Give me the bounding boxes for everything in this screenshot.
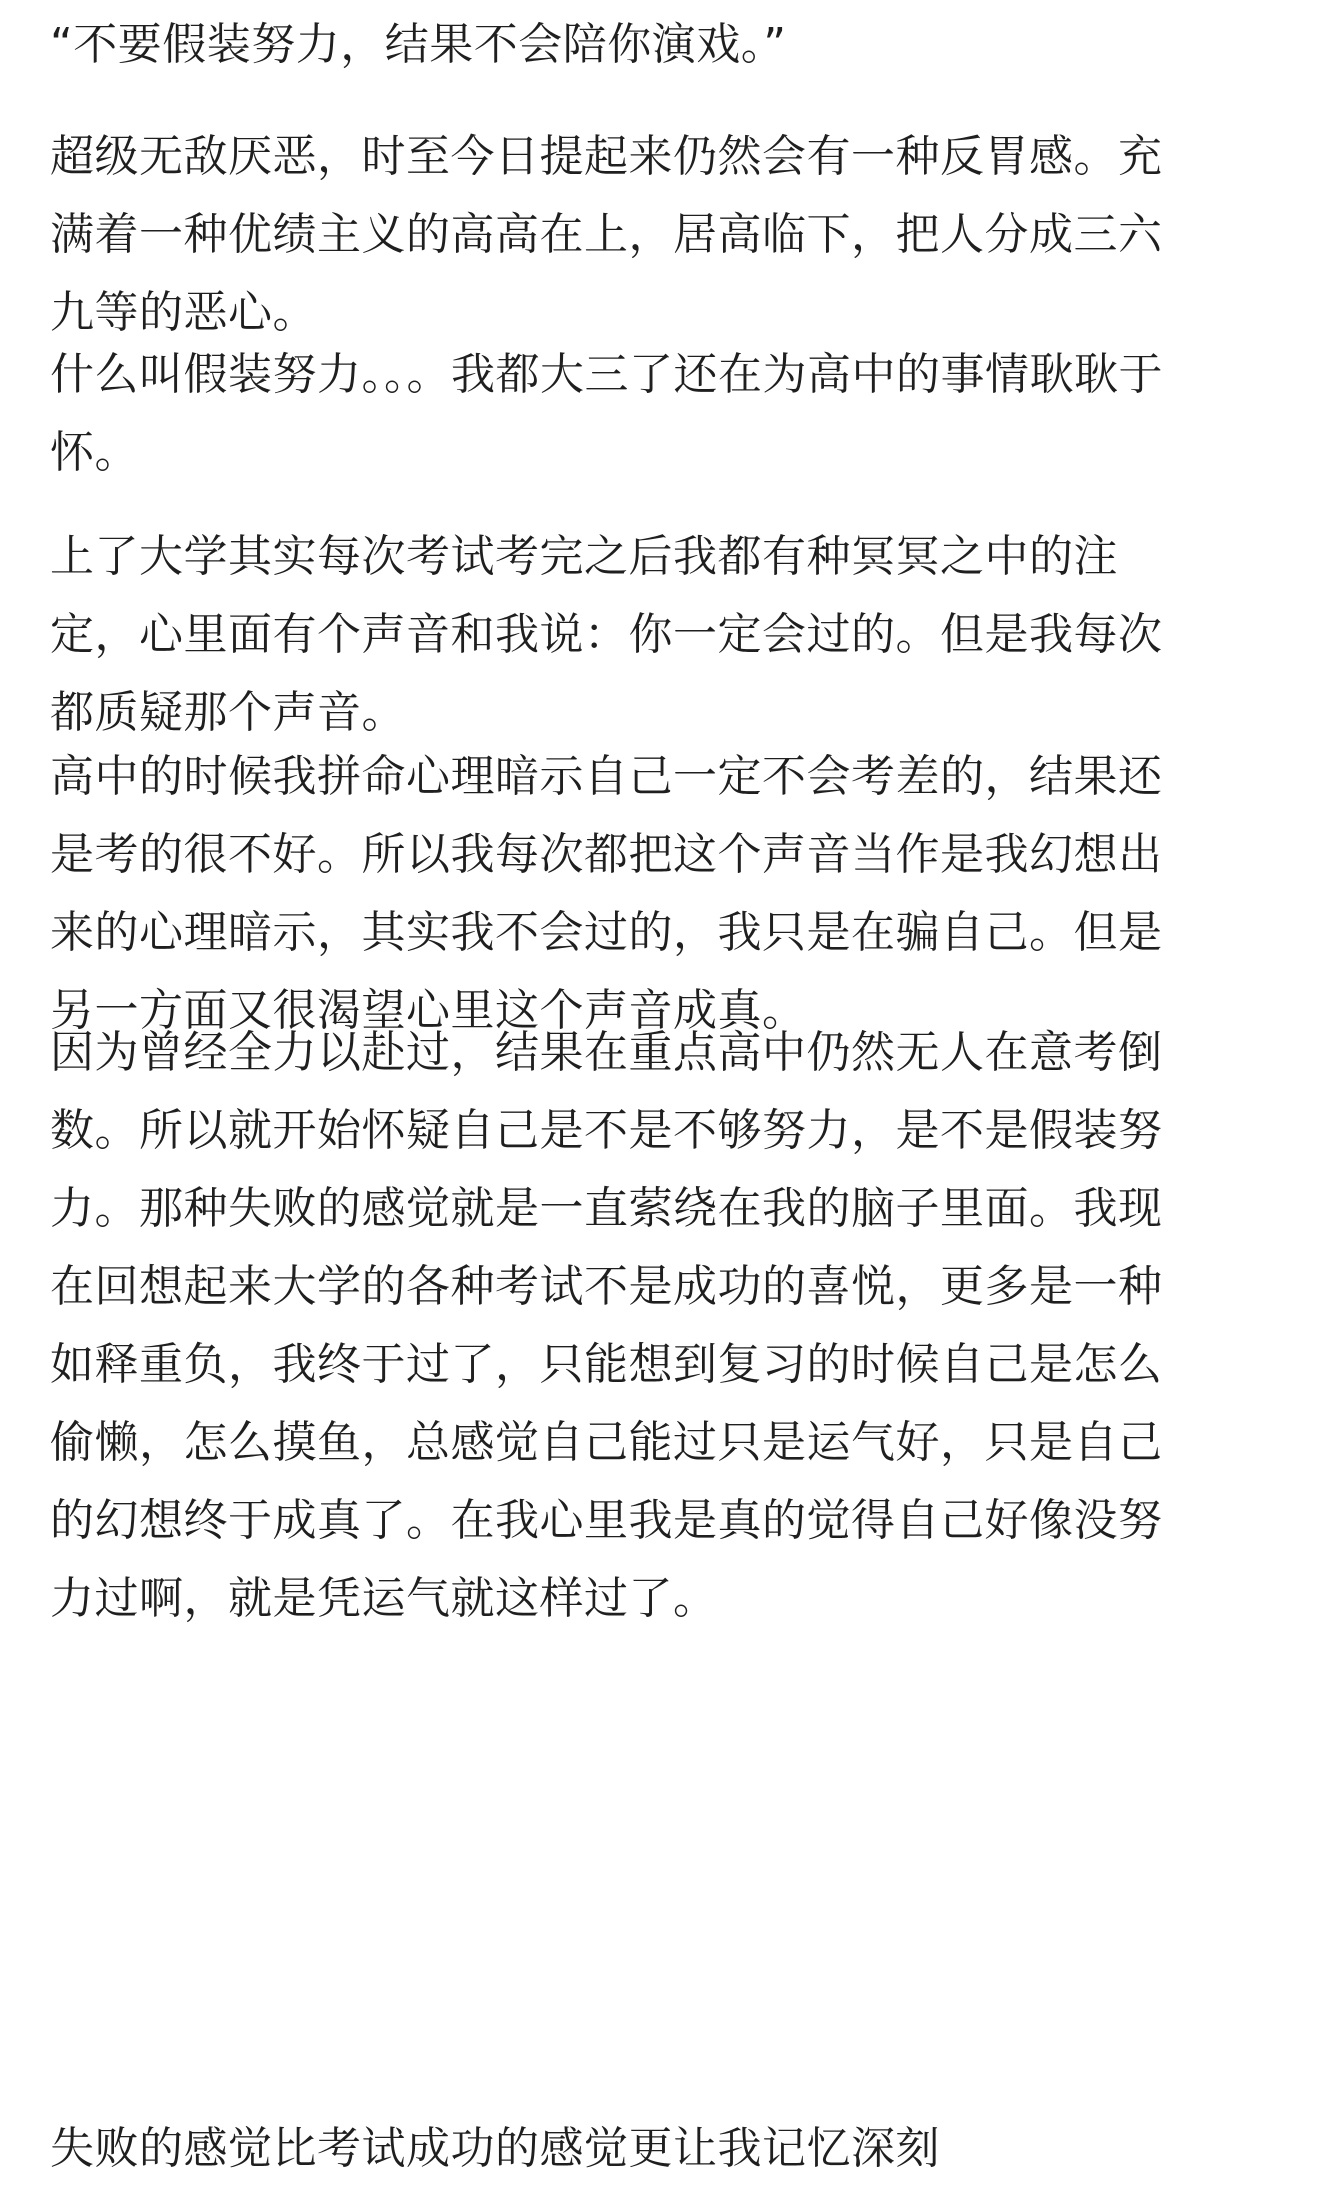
text-line: 的幻想终于成真了。在我心里我是真的觉得自己好像没努 xyxy=(50,1495,1163,1546)
text-line: 都质疑那个声音。 xyxy=(50,687,406,738)
text-line: 怀。 xyxy=(50,427,139,478)
text-line: 如释重负，我终于过了，只能想到复习的时候自己是怎么 xyxy=(50,1339,1163,1390)
text-line: 数。所以就开始怀疑自己是不是不够努力，是不是假装努 xyxy=(50,1105,1163,1156)
text-line: “不要假装努力，结果不会陪你演戏。” xyxy=(50,19,787,70)
text-line: 满着一种优绩主义的高高在上，居高临下，把人分成三六 xyxy=(50,209,1163,260)
text-line: 力。那种失败的感觉就是一直萦绕在我的脑子里面。我现 xyxy=(50,1183,1163,1234)
text-line-truncated: 失败的感觉比考试成功的感觉更让我记忆深刻 xyxy=(50,2123,940,2174)
text-line: 是考的很不好。所以我每次都把这个声音当作是我幻想出 xyxy=(50,829,1163,880)
paragraph-3 xyxy=(50,518,1163,752)
paragraph-2 xyxy=(50,336,1163,492)
text-line: 什么叫假装努力。。。我都大三了还在为高中的事情耿耿于 xyxy=(50,349,1163,400)
paragraph-5 xyxy=(50,1014,1163,1638)
text-line: 超级无敌厌恶，时至今日提起来仍然会有一种反胃感。充 xyxy=(50,131,1163,182)
paragraph-1 xyxy=(50,118,1163,352)
paragraph-4 xyxy=(50,738,1163,1050)
text-line: 九等的恶心。 xyxy=(50,287,317,338)
text-line: 高中的时候我拼命心理暗示自己一定不会考差的，结果还 xyxy=(50,751,1163,802)
paragraph-6 xyxy=(50,2110,940,2188)
text-line: 因为曾经全力以赴过，结果在重点高中仍然无人在意考倒 xyxy=(50,1027,1163,1078)
text-line: 另一方面又很渴望心里这个声音成真。 xyxy=(50,985,807,1036)
paragraph-quote xyxy=(50,6,787,84)
text-line: 偷懒，怎么摸鱼，总感觉自己能过只是运气好，只是自己 xyxy=(50,1417,1163,1468)
text-line: 来的心理暗示，其实我不会过的，我只是在骗自己。但是 xyxy=(50,907,1163,958)
text-line: 力过啊，就是凭运气就这样过了。 xyxy=(50,1573,718,1624)
text-line: 定，心里面有个声音和我说：你一定会过的。但是我每次 xyxy=(50,609,1163,660)
text-line: 上了大学其实每次考试考完之后我都有种冥冥之中的注 xyxy=(50,531,1118,582)
text-line: 在回想起来大学的各种考试不是成功的喜悦，更多是一种 xyxy=(50,1261,1163,1312)
truncation-fade xyxy=(960,2172,1080,2203)
